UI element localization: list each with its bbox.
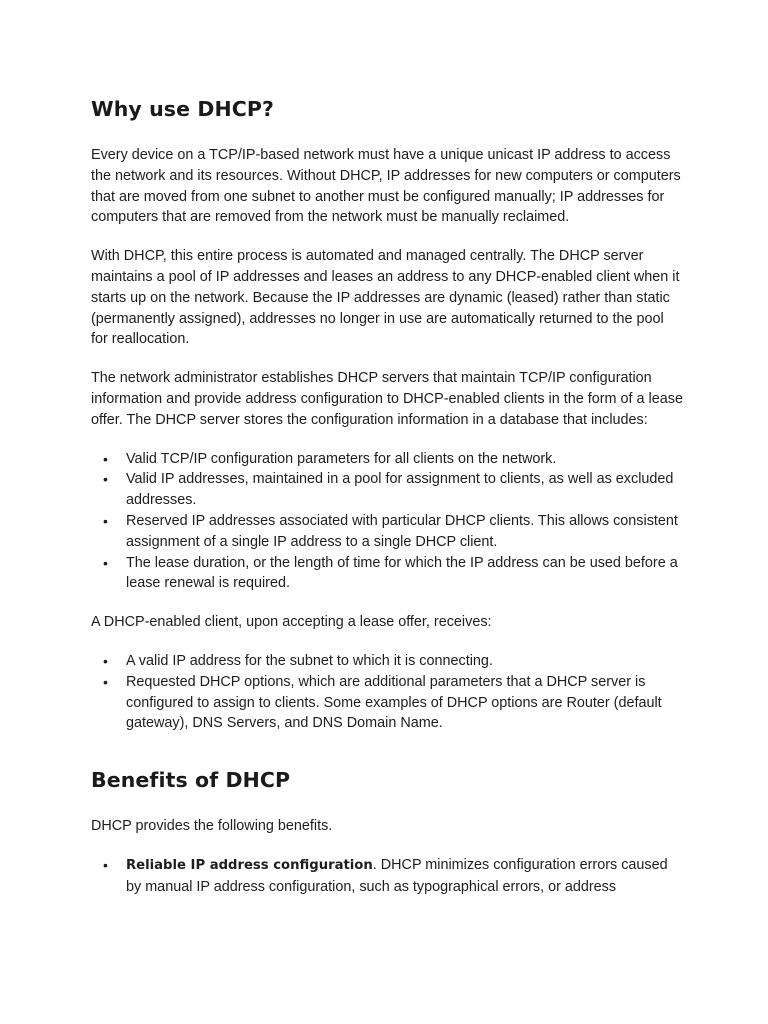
client-receives-list — [91, 651, 683, 734]
list-item — [91, 651, 683, 672]
bullet-icon: • — [103, 554, 108, 571]
list-item — [91, 469, 683, 511]
paragraph: With DHCP, this entire process is automated and managed centrally. The DHCP server maintains a pool of IP addresses and leases an address to any DHCP-enabled client when it starts up on the network. Because the IP addresses are dynamic (leased) rather than static (permanently assigned), addresses no longer in use are automatically returned to the pool for reallocation. — [91, 248, 680, 348]
list-item — [91, 511, 683, 553]
list-item-text: Reserved IP addresses associated with particular DHCP clients. This allows consistent assignment of a single IP address to a single DHCP client. — [126, 512, 678, 550]
list-item — [91, 855, 683, 898]
benefit-term: Reliable IP address configuration — [126, 857, 373, 873]
paragraph: The network administrator establishes DHCP servers that maintain TCP/IP configuration information and provide address configuration to DHCP-enabled clients in the form of a lease offer. The DHCP server stores the configuration information in a database that includes: — [91, 370, 683, 428]
heading-why-use-dhcp: Why use DHCP? — [91, 97, 274, 121]
list-item-text: Requested DHCP options, which are additional parameters that a DHCP server is configured to assign to clients. Some examples of DHCP options are Router (default gateway), DNS Servers, and DNS Domain Name. — [126, 673, 662, 732]
list-item — [91, 449, 683, 470]
benefits-list — [91, 855, 683, 898]
list-item-text: Valid IP addresses, maintained in a pool for assignment to clients, as well as excluded addresses. — [126, 471, 674, 509]
list-item-text: A valid IP address for the subnet to which it is connecting. — [126, 652, 493, 669]
bullet-icon: • — [103, 673, 108, 690]
document-body — [91, 92, 683, 916]
paragraph: DHCP provides the following benefits. — [91, 818, 333, 835]
heading-benefits-of-dhcp: Benefits of DHCP — [91, 768, 291, 793]
database-contents-list — [91, 449, 683, 595]
list-item-text: Valid TCP/IP configuration parameters for all clients on the network. — [126, 450, 557, 467]
bullet-icon: • — [103, 471, 108, 488]
bullet-icon: • — [103, 450, 108, 467]
benefit-text: . DHCP minimizes configuration errors caused by manual IP address configuration, such as typographical errors, or address — [126, 856, 668, 895]
bullet-icon: • — [103, 652, 108, 669]
bullet-icon: • — [103, 512, 108, 529]
paragraph: Every device on a TCP/IP-based network must have a unique unicast IP address to access the network and its resources. Without DHCP, IP addresses for new computers or computers that are moved from one subnet to another must be configured manually; IP addresses for computers that are removed from the network must be manually reclaimed. — [91, 147, 681, 226]
list-item — [91, 553, 683, 595]
list-item — [91, 672, 683, 734]
list-item-text: The lease duration, or the length of time for which the IP address can be used before a lease renewal is required. — [126, 554, 678, 592]
bullet-icon: • — [103, 856, 108, 873]
paragraph: A DHCP-enabled client, upon accepting a lease offer, receives: — [91, 614, 492, 631]
